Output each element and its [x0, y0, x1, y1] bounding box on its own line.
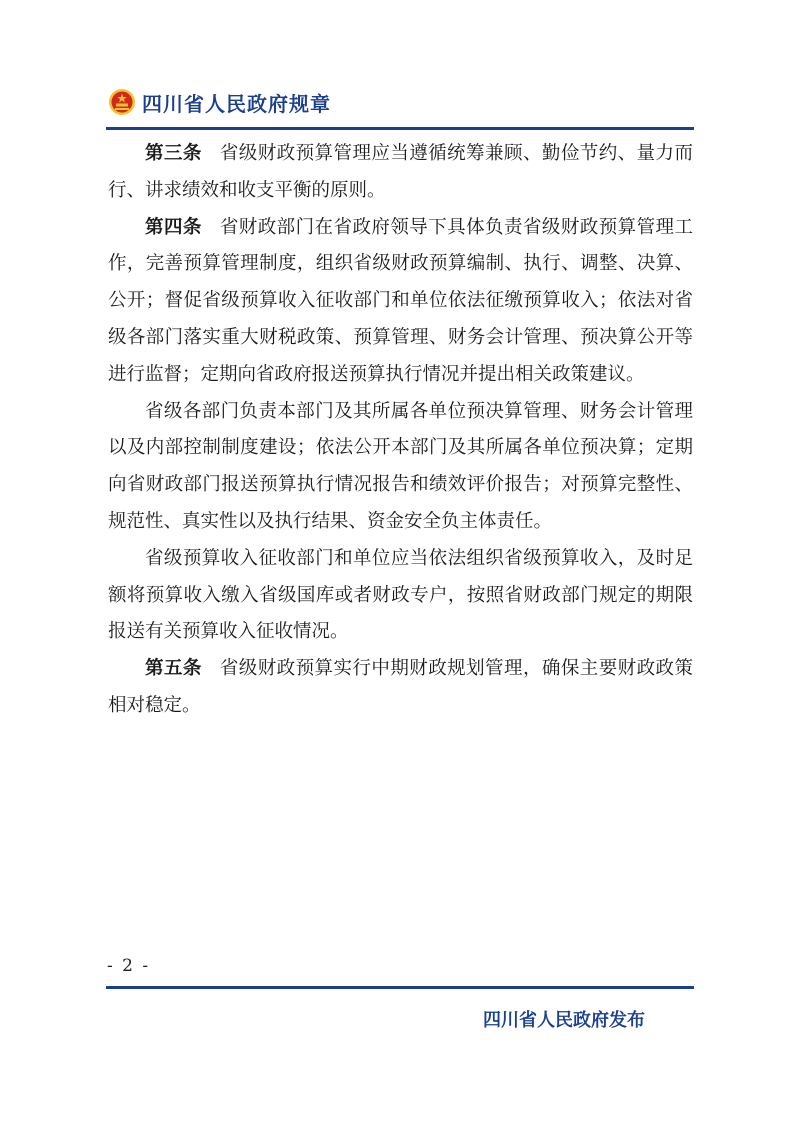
paragraph-article-4 — [108, 210, 693, 394]
paragraph-article-3 — [108, 136, 693, 210]
footer-divider — [106, 986, 694, 989]
paragraph-text: 省级预算收入征收部门和单位应当依法组织省级预算收入，及时足额将预算收入缴入省级国库或者财政专户，按照省财政部门规定的期限报送有关预算收入征收情况。 — [108, 547, 693, 643]
paragraph-revenue-collection — [108, 541, 693, 651]
paragraph-article-5 — [108, 651, 693, 725]
document-body — [108, 136, 693, 725]
paragraph-text: 省级财政预算实行中期财政规划管理，确保主要财政政策相对稳定。 — [108, 658, 693, 716]
article-number: 第五条 — [145, 658, 202, 680]
page-header — [108, 84, 331, 120]
paragraph-text: 省级财政预算管理应当遵循统筹兼顾、勤俭节约、量力而行、讲求绩效和收支平衡的原则。 — [108, 143, 693, 201]
footer-publisher: 四川省人民政府发布 — [483, 1010, 645, 1031]
paragraph-departments — [108, 394, 693, 541]
paragraph-text: 省级各部门负责本部门及其所属各单位预决算管理、财务会计管理以及内部控制制度建设；依法公开本部门及其所属各单位预决算；定期向省财政部门报送预算执行情况报告和绩效评价报告；对预算完整性、规范性、真实性以及执行结果、资金安全负主体责任。 — [108, 400, 693, 532]
paragraph-text: 省财政部门在省政府领导下具体负责省级财政预算管理工作，完善预算管理制度，组织省级财政预算编制、执行、调整、决算、公开；督促省级预算收入征收部门和单位依法征缴预算收入；依法对省级各部门落实重大财税政策、预算管理、财务会计管理、预决算公开等进行监督；定期向省政府报送预算执行情况并提出相关政策建议。 — [108, 216, 693, 385]
page-number: - 2 - — [107, 956, 151, 976]
header-divider — [106, 127, 694, 130]
header-title: 四川省人民政府规章 — [142, 91, 331, 116]
article-number: 第四条 — [145, 216, 202, 238]
article-number: 第三条 — [145, 143, 202, 164]
national-emblem-icon — [108, 88, 136, 116]
